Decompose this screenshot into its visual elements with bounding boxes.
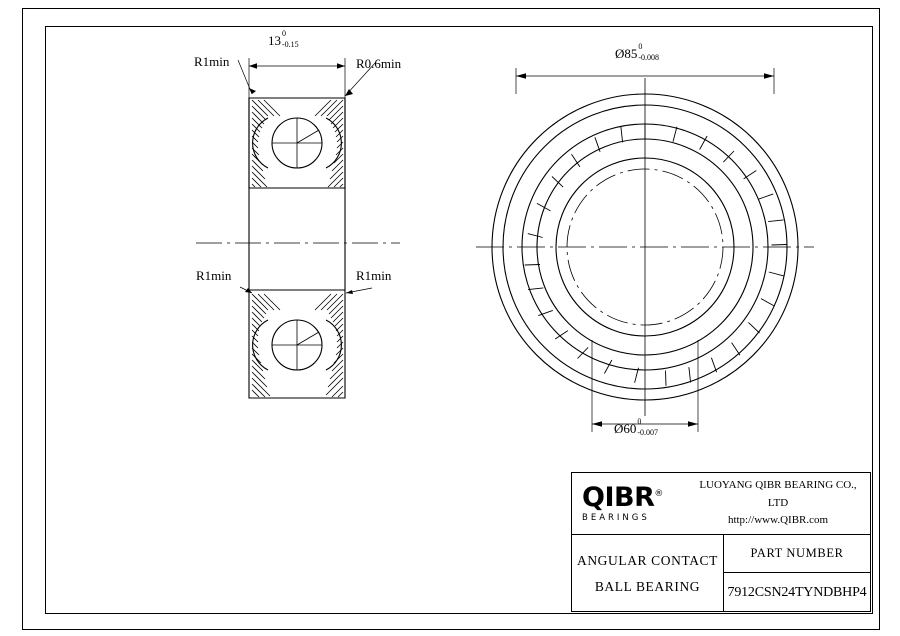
company-info <box>692 477 870 530</box>
label-r1min-bottom-left: R1min <box>196 268 232 283</box>
label-r0p6min-top-right: R0.6min <box>356 56 402 71</box>
company-website: http://www.QIBR.com <box>727 514 829 527</box>
logo-brand: QIBR <box>582 482 655 513</box>
product-line-2: BALL BEARING <box>594 578 701 594</box>
title-block-body <box>572 535 870 612</box>
part-number-block <box>724 535 870 612</box>
label-r1min-top-left: R1min <box>194 54 230 69</box>
dimension-bore-value: 60 <box>623 421 637 436</box>
dimension-bore-diameter <box>614 417 668 438</box>
dimension-bore-prefix: Ø <box>614 421 624 436</box>
dimension-od-prefix: Ø <box>615 46 625 61</box>
dimension-outer-diameter <box>615 42 669 63</box>
dimension-width-value: 13 <box>268 33 281 48</box>
dimension-od-tol-upper: 0 <box>638 42 643 52</box>
title-block-header <box>572 473 870 535</box>
title-block <box>571 472 871 612</box>
logo-subtitle: BEARINGS <box>582 513 650 523</box>
dimension-width <box>268 29 307 50</box>
part-number-label: PART NUMBER <box>724 535 870 573</box>
part-number-value: 7912CSN24TYNDBHP4 <box>727 584 867 600</box>
label-r1min-bottom-right: R1min <box>356 268 392 283</box>
dimension-width-tol-upper: 0 <box>282 29 286 39</box>
logo-wordmark <box>582 484 692 511</box>
dimension-bore-tol-lower: -0.007 <box>637 428 659 438</box>
qibr-logo <box>572 484 692 523</box>
dimension-od-tol-lower: -0.008 <box>638 53 660 63</box>
dimension-width-tol-lower: -0.15 <box>282 40 299 50</box>
registered-trademark-icon: ® <box>654 489 663 499</box>
dimension-od-value: 85 <box>624 46 638 61</box>
product-line-1: ANGULAR CONTACT <box>576 552 719 568</box>
dimension-bore-tol-upper: 0 <box>637 417 642 427</box>
company-name: LUOYANG QIBR BEARING CO., LTD <box>699 479 857 509</box>
product-description <box>572 535 724 612</box>
